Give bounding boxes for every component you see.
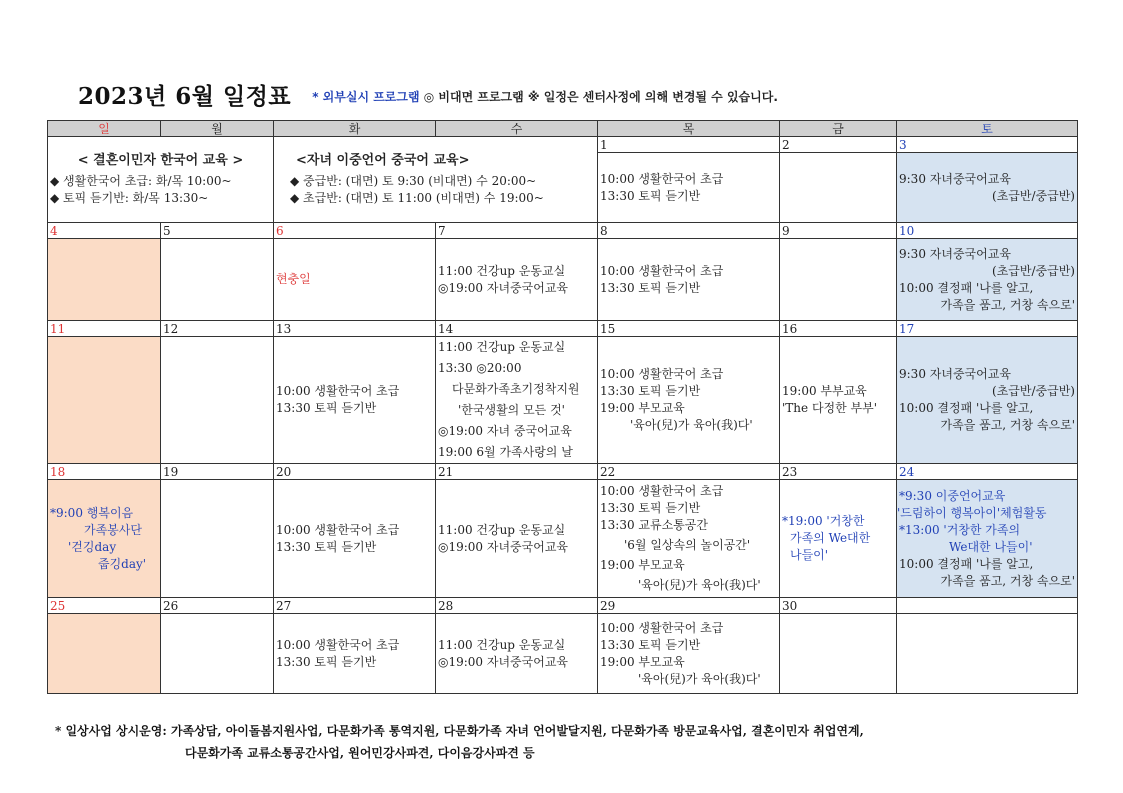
day-cell-18 — [48, 480, 161, 598]
event: 10:00 생활한국어 초급 — [600, 171, 724, 186]
event: 19:00 6월 가족사랑의 날 — [438, 445, 573, 459]
day-number: 10 — [897, 223, 1078, 239]
day-cell-4 — [48, 239, 161, 321]
korean-class-line: ◆ 생활한국어 초급: 화/목 10:00~ — [50, 174, 232, 188]
event: We대한 나들이' — [949, 539, 1033, 554]
day-cell-10 — [897, 239, 1078, 321]
day-number: 14 — [436, 321, 598, 337]
event: 11:00 건강up 운동교실 — [438, 522, 566, 537]
day-number: 8 — [598, 223, 780, 239]
day-number: 20 — [274, 464, 436, 480]
event: '육아(兒)가 육아(我)다' — [638, 671, 761, 686]
day-number: 4 — [48, 223, 161, 239]
footer-note — [55, 720, 864, 764]
event: 13:30 토픽 듣기반 — [600, 188, 701, 203]
footer-line: 다문화가족 교류소통공간사업, 원어민강사파견, 다이음강사파견 등 — [185, 746, 535, 760]
day-cell-8 — [598, 239, 780, 321]
chinese-class-line: ◆ 초급반: (대면) 토 11:00 (비대면) 수 19:00~ — [290, 191, 544, 205]
legend-rest: ◎ 비대면 프로그램 ※ 일정은 센터사정에 의해 변경될 수 있습니다. — [423, 90, 778, 104]
day-number: 17 — [897, 321, 1078, 337]
event: ◎19:00 자녀 중국어교육 — [438, 424, 572, 438]
event: *9:30 이중언어교육 — [899, 488, 1006, 503]
korean-class-title: < 결혼이민자 한국어 교육 > — [77, 153, 244, 168]
calendar-table — [47, 120, 1078, 694]
event: 9:30 자녀중국어교육 — [899, 367, 1011, 381]
event: 13:30 토픽 듣기반 — [276, 401, 377, 415]
day-cell-27 — [274, 614, 436, 694]
holiday-label: 현충일 — [276, 272, 311, 286]
day-number: 15 — [598, 321, 780, 337]
page-title: 2023년 6월 일정표 — [78, 83, 292, 110]
day-cell-28 — [436, 614, 598, 694]
event: ◎19:00 자녀중국어교육 — [438, 654, 569, 669]
day-cell-5 — [161, 239, 274, 321]
event: 10:00 생활한국어 초급 — [600, 620, 724, 635]
event: 19:00 부모교육 — [600, 558, 685, 572]
day-cell-9 — [780, 239, 897, 321]
event: 13:30 토픽 듣기반 — [600, 501, 701, 515]
event: 13:30 토픽 듣기반 — [276, 539, 377, 554]
day-cell-empty — [897, 614, 1078, 694]
footer-line: * 일상사업 상시운영: 가족상담, 아이돌봄지원사업, 다문화가족 통역지원, 다문화가족 자녀 언어발달지원, 다문화가족 방문교육사업, 결혼이민자 취업연계, — [55, 724, 864, 738]
day-cell-3 — [897, 153, 1078, 223]
event: 'The 다정한 부부' — [782, 401, 878, 415]
event: 10:00 생활한국어 초급 — [276, 637, 400, 652]
day-cell-29 — [598, 614, 780, 694]
weekday-mon: 월 — [161, 121, 274, 137]
chinese-class-line: ◆ 중급반: (대면) 토 9:30 (비대면) 수 20:00~ — [290, 174, 537, 188]
event: *13:00 '거창한 가족의 — [899, 522, 1021, 537]
day-number: 13 — [274, 321, 436, 337]
weekday-header — [48, 121, 1078, 137]
event: '드림하이 행복아이'체험활동 — [897, 505, 1047, 520]
day-cell-7 — [436, 239, 598, 321]
day-cell-14 — [436, 337, 598, 464]
day-cell-12 — [161, 337, 274, 464]
event: 10:00 생활한국어 초급 — [600, 367, 724, 381]
day-number: 19 — [161, 464, 274, 480]
event: 13:30 ◎20:00 — [438, 361, 522, 375]
day-cell-6 — [274, 239, 436, 321]
event: 나들이' — [790, 548, 829, 562]
chinese-class-info — [274, 137, 598, 223]
event: 19:00 부모교육 — [600, 401, 685, 415]
day-cell-16 — [780, 337, 897, 464]
event: 10:00 결정패 '나를 알고, — [899, 401, 1034, 415]
event: '육아(兒)가 육아(我)다' — [638, 578, 761, 592]
event: 19:00 부모교육 — [600, 654, 685, 669]
event: 9:30 자녀중국어교육 — [899, 246, 1011, 261]
day-number: 12 — [161, 321, 274, 337]
day-number: 16 — [780, 321, 897, 337]
weekday-tue: 화 — [274, 121, 436, 137]
event: 10:00 생활한국어 초급 — [276, 384, 400, 398]
day-number: 23 — [780, 464, 897, 480]
event: 13:30 토픽 듣기반 — [600, 637, 701, 652]
day-number: 24 — [897, 464, 1078, 480]
event: 11:00 건강up 운동교실 — [438, 263, 566, 278]
day-cell-1 — [598, 153, 780, 223]
day-number: 9 — [780, 223, 897, 239]
event: ◎19:00 자녀중국어교육 — [438, 539, 569, 554]
event: 19:00 부부교육 — [782, 384, 867, 398]
event: 가족봉사단 — [84, 522, 142, 537]
day-number: 5 — [161, 223, 274, 239]
event: 10:00 생활한국어 초급 — [600, 263, 724, 278]
event: 가족의 We대한 — [790, 531, 871, 545]
day-number: 7 — [436, 223, 598, 239]
weekday-sat: 토 — [897, 121, 1078, 137]
event: 13:30 토픽 듣기반 — [600, 280, 701, 295]
event: 가족을 품고, 거창 속으로' — [940, 573, 1075, 588]
day-cell-13 — [274, 337, 436, 464]
event: 가족을 품고, 거창 속으로' — [940, 418, 1075, 432]
event: 11:00 건강up 운동교실 — [438, 637, 566, 652]
day-cell-25 — [48, 614, 161, 694]
day-cell-15 — [598, 337, 780, 464]
legend — [312, 90, 778, 104]
event: '한국생활의 모든 것' — [458, 403, 565, 417]
event: (초급반/중급반) — [992, 263, 1075, 278]
day-number: 25 — [48, 598, 161, 614]
event: *19:00 '거창한 — [782, 514, 865, 528]
event: 13:30 토픽 듣기반 — [600, 384, 701, 398]
korean-class-line: ◆ 토픽 듣기반: 화/목 13:30~ — [50, 191, 209, 205]
day-number: 3 — [897, 137, 1078, 153]
event: *9:00 행복이음 — [50, 505, 134, 520]
day-cell-2 — [780, 153, 897, 223]
day-cell-24 — [897, 480, 1078, 598]
event: (초급반/중급반) — [992, 188, 1075, 203]
event: 10:00 결정패 '나를 알고, — [899, 556, 1034, 571]
day-cell-26 — [161, 614, 274, 694]
day-cell-23 — [780, 480, 897, 598]
event: 10:00 생활한국어 초급 — [276, 522, 400, 537]
day-number: 30 — [780, 598, 897, 614]
event: 13:30 토픽 듣기반 — [276, 654, 377, 669]
event: 다문화가족초기정착지원 — [452, 382, 580, 396]
event: 11:00 건강up 운동교실 — [438, 340, 566, 354]
event: 가족을 품고, 거창 속으로' — [940, 297, 1075, 312]
day-number: 29 — [598, 598, 780, 614]
day-number: 11 — [48, 321, 161, 337]
day-cell-19 — [161, 480, 274, 598]
event: 9:30 자녀중국어교육 — [899, 171, 1011, 186]
day-number: 28 — [436, 598, 598, 614]
event: '걷깅day — [68, 539, 117, 554]
day-number: 6 — [274, 223, 436, 239]
title-row — [78, 78, 778, 110]
day-cell-21 — [436, 480, 598, 598]
day-number: 1 — [598, 137, 780, 153]
weekday-thu: 목 — [598, 121, 780, 137]
day-number: 26 — [161, 598, 274, 614]
legend-external: * 외부실시 프로그램 — [312, 90, 420, 104]
day-number: 2 — [780, 137, 897, 153]
day-number: 27 — [274, 598, 436, 614]
day-number: 21 — [436, 464, 598, 480]
korean-class-info — [48, 137, 274, 223]
event: '6월 일상속의 놀이공간' — [624, 538, 751, 552]
day-number: 18 — [48, 464, 161, 480]
day-cell-30 — [780, 614, 897, 694]
day-cell-17 — [897, 337, 1078, 464]
event: '육아(兒)가 육아(我)다' — [630, 418, 753, 432]
event: 10:00 결정패 '나를 알고, — [899, 280, 1034, 295]
event: 13:30 교류소통공간 — [600, 518, 708, 532]
day-cell-22 — [598, 480, 780, 598]
day-number: 22 — [598, 464, 780, 480]
event: ◎19:00 자녀중국어교육 — [438, 280, 569, 295]
event: 줍깅day' — [98, 556, 147, 571]
day-cell-11 — [48, 337, 161, 464]
event: 10:00 생활한국어 초급 — [600, 484, 724, 498]
weekday-sun: 일 — [48, 121, 161, 137]
event: (초급반/중급반) — [992, 384, 1075, 398]
weekday-fri: 금 — [780, 121, 897, 137]
chinese-class-title: <자녀 이중언어 중국어 교육> — [296, 153, 470, 168]
day-number-empty — [897, 598, 1078, 614]
weekday-wed: 수 — [436, 121, 598, 137]
day-cell-20 — [274, 480, 436, 598]
